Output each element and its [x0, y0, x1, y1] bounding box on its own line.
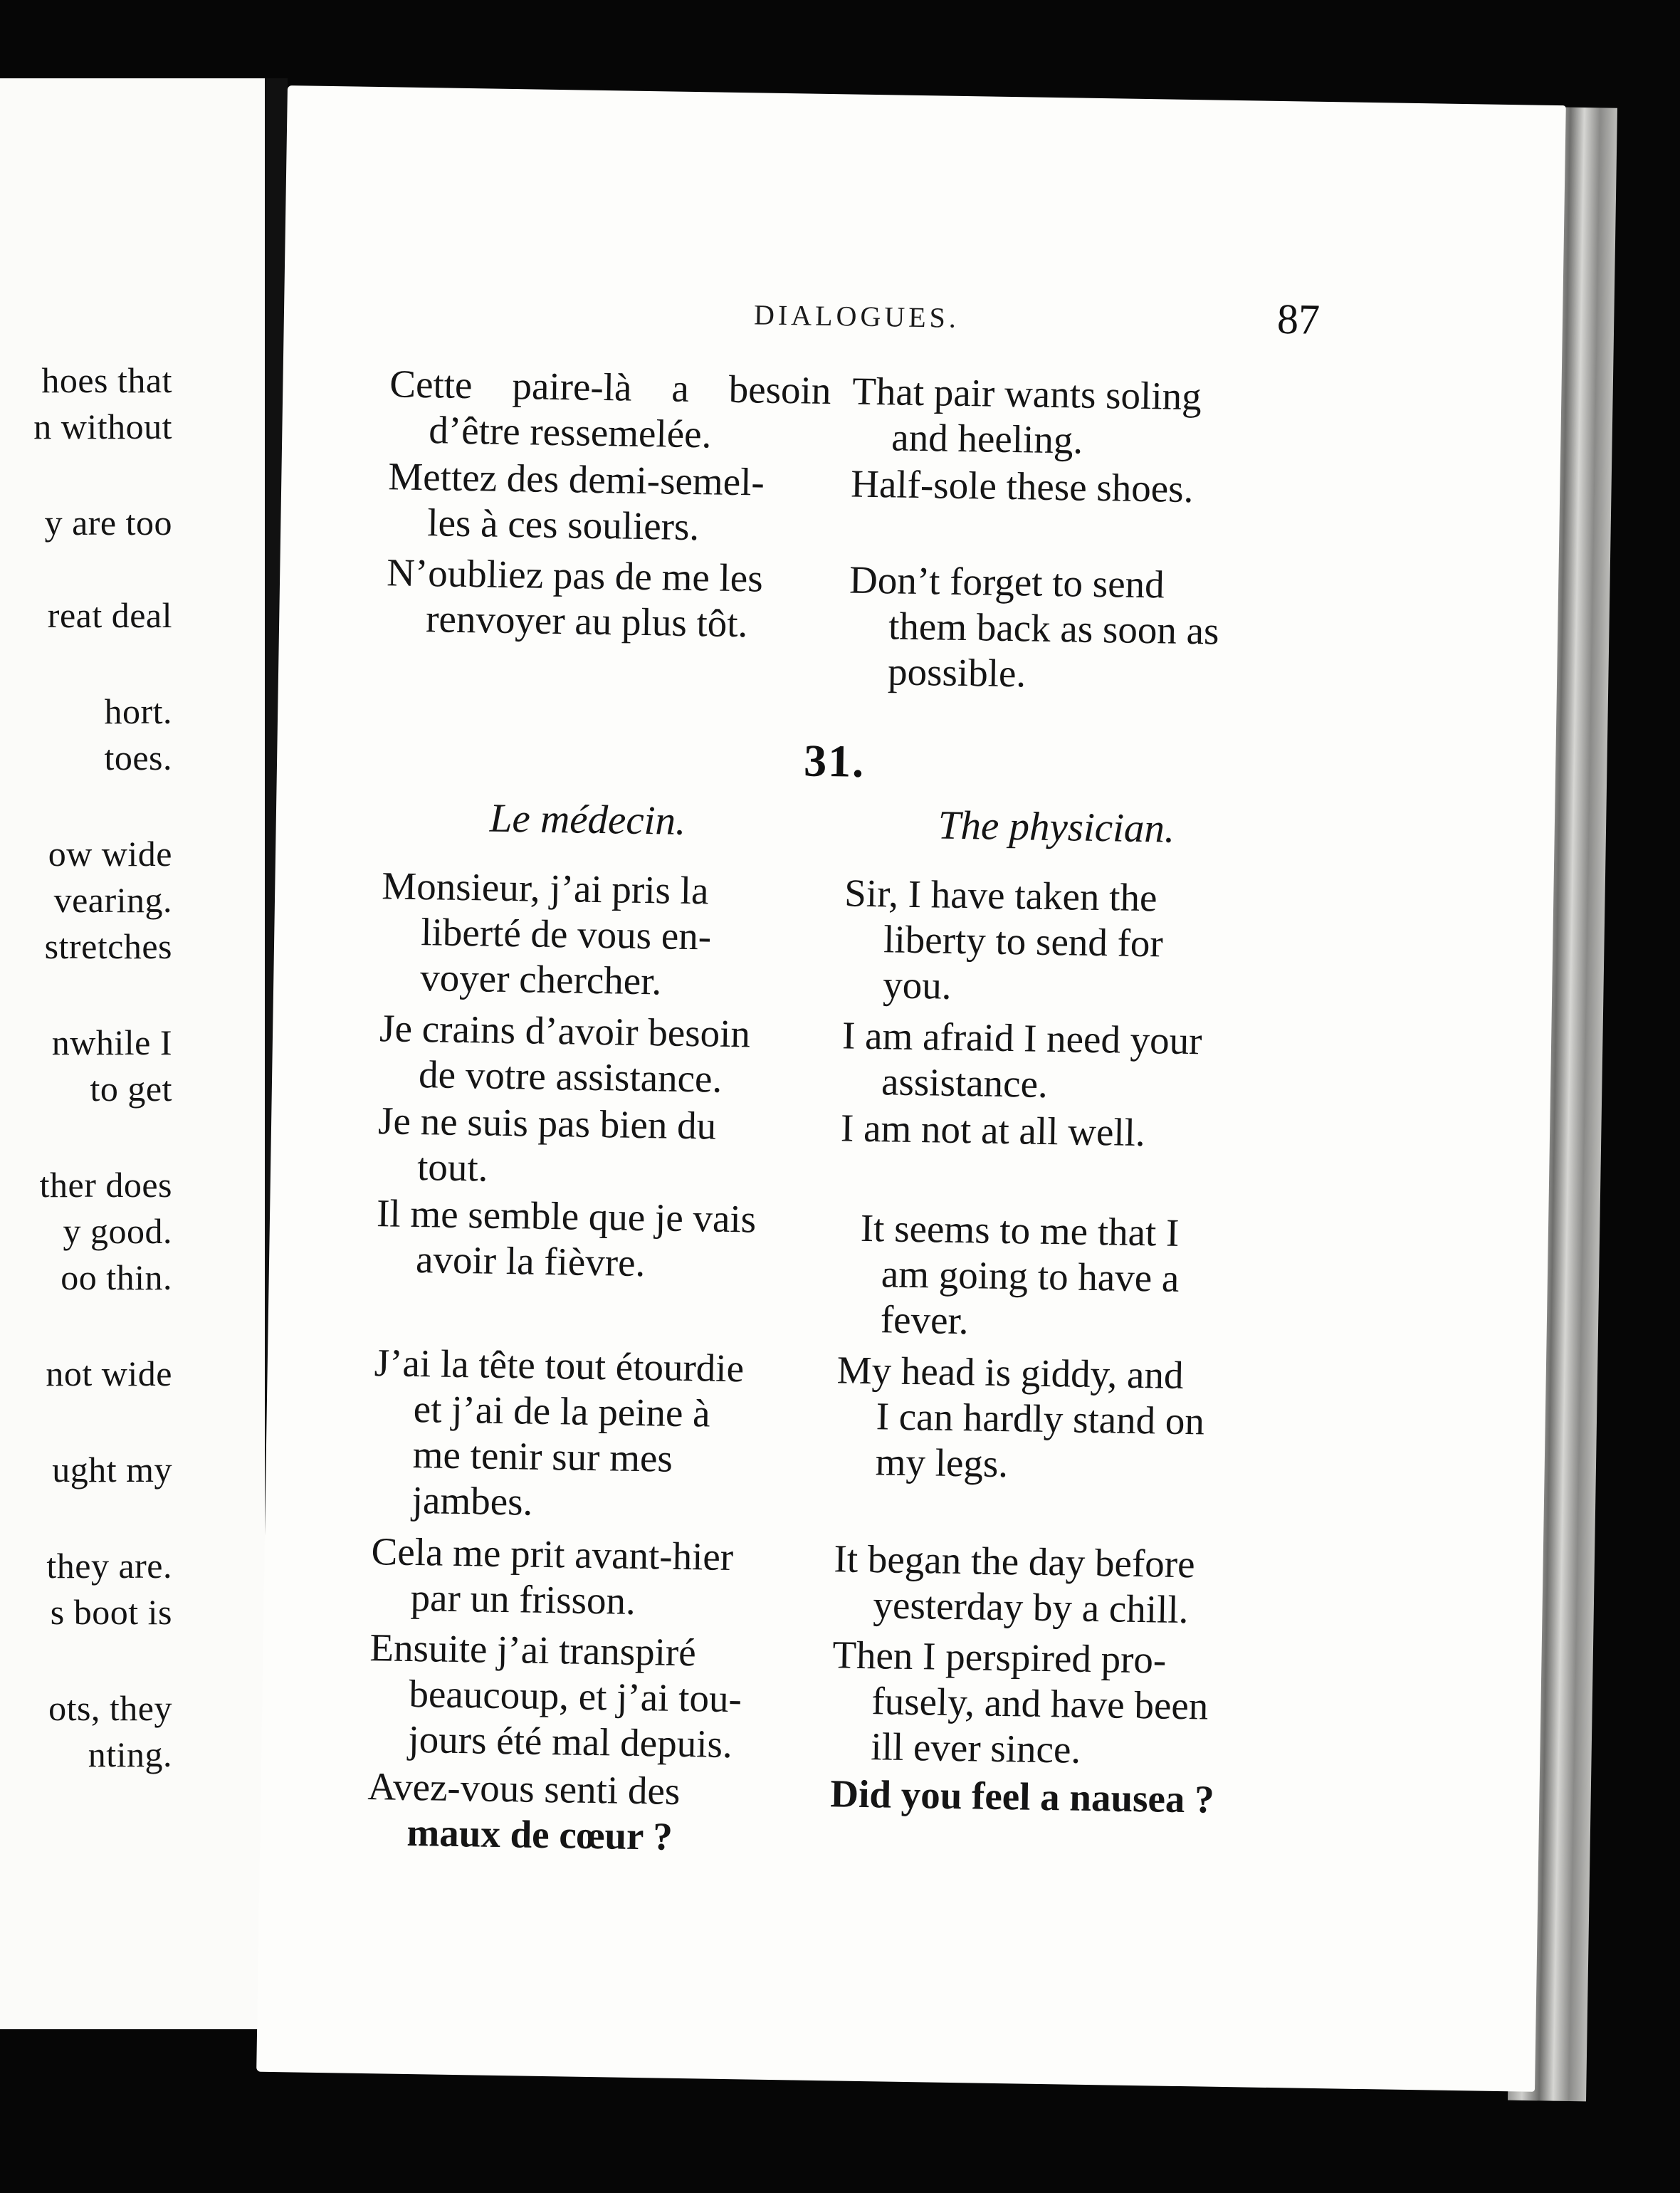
text-line: par un frisson. — [410, 1575, 636, 1623]
text-line: renvoyer au plus tôt. — [425, 597, 748, 646]
english-text — [843, 870, 1315, 1014]
text-line: liberty to send for — [883, 917, 1164, 965]
french-text — [372, 1340, 816, 1529]
english-text — [848, 557, 1320, 701]
text-line: they are. — [46, 1546, 172, 1586]
text-line: stretches — [44, 926, 172, 966]
text-line: I can hardly stand on — [876, 1394, 1205, 1443]
text-line: Il me semble que je vais — [376, 1191, 757, 1241]
text-line: fusely, and have been — [871, 1679, 1209, 1728]
running-head: DIALOGUES. — [753, 298, 960, 334]
english-text — [833, 1536, 1304, 1634]
text-line: possible. — [887, 649, 1027, 696]
text-line: Je crains d’avoir besoin — [379, 1006, 751, 1056]
french-text — [379, 1005, 821, 1104]
text-line: them back as soon as — [888, 604, 1219, 653]
text-line: not wide — [46, 1354, 172, 1393]
text-line: and heeling. — [891, 415, 1083, 462]
text-line: toes. — [104, 738, 172, 778]
text-line: fever. — [880, 1297, 970, 1343]
text-line: vearing. — [53, 880, 172, 920]
french-text — [368, 1625, 812, 1769]
french-text — [377, 1098, 820, 1196]
text-line: Sir, I have taken the — [844, 871, 1157, 920]
text-line: It began the day before — [834, 1537, 1196, 1586]
text-line: Avez-vous senti des — [367, 1764, 681, 1813]
text-line: et j’ai de la peine à — [413, 1387, 711, 1435]
text-line: to get — [90, 1069, 172, 1109]
text-line: My head is giddy, and — [836, 1348, 1184, 1397]
text-line: oo thin. — [61, 1257, 172, 1297]
french-text — [389, 361, 831, 459]
english-text — [851, 461, 1321, 514]
page-number: 87 — [1276, 295, 1321, 343]
page-header — [283, 285, 1563, 362]
text-line: It seems to me that I — [860, 1205, 1180, 1255]
text-line: d’être ressemelée. — [428, 408, 712, 456]
text-line: ots, they — [48, 1688, 172, 1728]
dialogue-entry — [280, 548, 1559, 696]
dialogue-entry — [271, 1189, 1549, 1343]
english-text — [835, 1347, 1307, 1491]
book-page — [256, 85, 1566, 2092]
french-text — [386, 550, 829, 648]
text-line: beaucoup, et j’ai tou- — [409, 1671, 742, 1721]
english-text — [859, 1205, 1330, 1349]
text-line: N’oubliez pas de me les — [386, 550, 764, 600]
text-line: Je ne suis pas bien du — [377, 1099, 717, 1148]
previous-page-fragment — [0, 78, 265, 2029]
text-line: That pair wants soling — [851, 369, 1202, 419]
text-line: nting. — [88, 1734, 172, 1774]
text-line: Don’t forget to send — [849, 558, 1165, 607]
french-text — [387, 454, 830, 552]
text-line: nwhile I — [51, 1022, 172, 1062]
text-line: avoir la fièvre. — [415, 1237, 646, 1285]
dialogue-entry — [283, 360, 1562, 462]
text-line: Cette paire-là a besoin — [389, 362, 831, 413]
text-line: ill ever since. — [870, 1724, 1081, 1771]
text-line: Did you feel a nausea ? — [829, 1771, 1215, 1821]
text-line: hoes that — [41, 360, 172, 400]
text-line: Ensuite j’ai transpiré — [369, 1626, 697, 1675]
english-text — [830, 1771, 1301, 1823]
text-line: maux de cœur ? — [406, 1810, 673, 1858]
text-line: me tenir sur mes — [412, 1433, 673, 1480]
section-number: 31. — [803, 735, 866, 787]
english-text — [831, 1632, 1303, 1776]
english-text — [841, 1012, 1313, 1111]
text-line: jours été mal depuis. — [408, 1717, 733, 1767]
text-line: ught my — [52, 1450, 172, 1490]
text-line: s boot is — [50, 1592, 172, 1632]
text-line: de votre assistance. — [418, 1052, 723, 1101]
text-line: Monsieur, j’ai pris la — [381, 864, 709, 913]
text-line: hort. — [104, 691, 172, 731]
text-line: tout. — [416, 1145, 488, 1190]
french-text — [370, 1529, 813, 1627]
dialogue-entry — [275, 862, 1554, 1007]
text-line: yesterday by a chill. — [873, 1583, 1189, 1632]
text-line: am going to have a — [881, 1252, 1180, 1300]
french-text — [367, 1764, 809, 1862]
text-line: les à ces souliers. — [426, 501, 700, 549]
text-line: J’ai la tête tout étourdie — [374, 1341, 745, 1391]
text-line: liberté de vous en- — [420, 910, 712, 958]
text-line: n without — [33, 407, 172, 446]
text-line: Half-sole these shoes. — [850, 461, 1194, 511]
text-line: Then I perspired pro- — [831, 1633, 1167, 1682]
english-text — [851, 369, 1323, 467]
french-text — [380, 863, 824, 1007]
english-text — [841, 1105, 1311, 1158]
text-line: my legs. — [875, 1440, 1009, 1486]
section-title-english: The physician. — [938, 802, 1175, 852]
text-line: I am not at all well. — [840, 1106, 1146, 1155]
text-line: y are too — [44, 503, 172, 543]
text-line: ow wide — [48, 834, 172, 874]
text-line: voyer chercher. — [419, 956, 662, 1003]
text-line: reat deal — [47, 595, 172, 635]
text-line: assistance. — [881, 1059, 1049, 1106]
text-line: I am afraid I need your — [841, 1013, 1203, 1063]
text-line: Mettez des demi-semel- — [387, 454, 765, 504]
text-line: ther does — [39, 1165, 172, 1205]
text-line: y good. — [63, 1211, 172, 1251]
text-line: Cela me prit avant-hier — [371, 1529, 734, 1579]
dialogue-entry — [265, 1527, 1543, 1632]
section-title-french: Le médecin. — [489, 795, 686, 844]
french-text — [376, 1190, 819, 1289]
text-line: jambes. — [411, 1477, 533, 1524]
text-line: you. — [882, 963, 952, 1007]
